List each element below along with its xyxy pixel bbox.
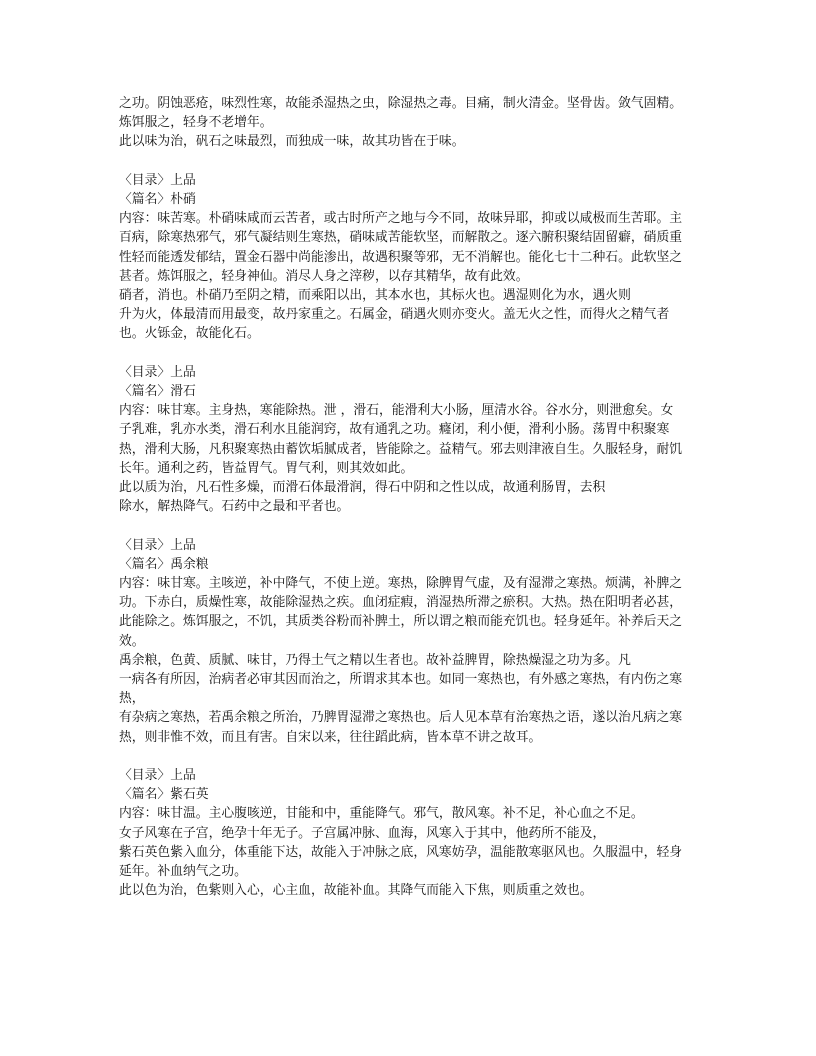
paragraph: 此以味为治，矾石之味最烈，而独成一味，故其功皆在于味。	[119, 134, 465, 150]
paragraph: 紫石英色紫入血分，体重能下达，故能入于冲脉之底，风寒妨孕，温能散寒驱风也。久服温中，轻身延年。补血纳气之功。	[119, 844, 683, 880]
catalog-label: 〈目录〉上品	[119, 537, 196, 553]
chapter-title: 〈篇名〉滑石	[119, 384, 196, 400]
document-page	[119, 94, 685, 900]
paragraph: 内容：味甘寒。主咳逆，补中降气，不使上逆。寒热，除脾胃气虚，及有湿滞之寒热。烦满，补脾之功。下赤白，质燥性寒，故能除湿热之疾。血闭症瘕，消湿热所滞之瘀积。大热。热在阳明者必甚，此能除之。炼饵服之，不饥，其质类谷粉而补脾土，所以谓之粮而能充饥也。轻身延年。补养后天之效。	[119, 576, 683, 649]
section-entry	[119, 363, 685, 517]
section-continuation	[119, 94, 685, 152]
chapter-title: 〈篇名〉朴硝	[119, 192, 196, 207]
catalog-label: 〈目录〉上品	[119, 364, 196, 380]
paragraph: 禹余粮，色黄、质腻、味甘，乃得土气之精以生者也。故补益脾胃，除热燥湿之功为多。凡	[119, 652, 631, 668]
section-gap	[119, 747, 685, 766]
paragraph: 除水，解热降气。石药中之最和平者也。	[119, 499, 350, 515]
paragraph: 此以色为治，色紫则入心，心主血，故能补血。其降气而能入下焦，则质重之效也。	[119, 883, 593, 899]
paragraph: 升为火，体最清而用最变，故丹家重之。石属金，硝遇火则亦变火。盖无火之性，而得火之精气者也。火铄金，故能化石。	[119, 307, 670, 342]
section-gap	[119, 516, 685, 535]
paragraph: 女子风寒在子宫，绝孕十年无子。子宫属冲脉、血海，风寒入于其中，他药所不能及，	[119, 825, 606, 841]
catalog-label: 〈目录〉上品	[119, 172, 196, 188]
paragraph: 此以质为治，凡石性多燥，而滑石体最滑润，得石中阴和之性以成，故通利肠胃，去积	[119, 480, 606, 496]
section-entry	[119, 536, 685, 747]
chapter-title: 〈篇名〉禹余粮	[119, 556, 209, 572]
section-entry	[119, 766, 685, 900]
section-entry	[119, 171, 685, 344]
paragraph: 内容：味苦寒。朴硝味咸而云苦者，或古时所产之地与今不同，故味异耶，抑或以咸极而生苦耶。主百病，除寒热邪气，邪气凝结则生寒热，硝味咸苦能软坚，而解散之。逐六腑积聚结固留癖，硝质重性轻而能透发郁结，置金石器中尚能渗出，故遇积聚等邪，无不消解也。能化七十二种石。此软坚之甚者。炼饵服之，轻身神仙。消尽人身之滓秽，以存其精华，故有此效。	[119, 211, 683, 284]
paragraph: 内容：味甘寒。主身热，寒能除热。泄 ，滑石，能滑利大小肠，厘清水谷。谷水分，则泄愈矣。女子乳难，乳亦水类，滑石利水且能润窍，故有通乳之功。癃闭，利小便，滑利小肠。荡胃中积聚寒热，滑利大肠，凡积聚寒热由蓄饮垢腻成者，皆能除之。益精气。邪去则津液自生。久服轻身，耐饥长年。通利之药，皆益胃气。胃气利，则其效如此。	[119, 403, 683, 476]
paragraph: 之功。阴蚀恶疮，味烈性寒，故能杀湿热之虫，除湿热之毒。目痛，制火清金。坚骨齿。敛气固精。炼饵服之，轻身不老增年。	[119, 96, 683, 131]
paragraph: 有杂病之寒热，若禹余粮之所治，乃脾胃湿滞之寒热也。后人见本草有治寒热之语，遂以治凡病之寒热，则非惟不效，而且有害。自宋以来，往往蹈此病，皆本草不讲之故耳。	[119, 710, 683, 745]
section-gap	[119, 152, 685, 171]
chapter-title: 〈篇名〉紫石英	[119, 787, 209, 803]
paragraph: 一病各有所因，治病者必审其因而治之，所谓求其本也。如同一寒热也，有外感之寒热，有内伤之寒热，	[119, 672, 683, 707]
catalog-label: 〈目录〉上品	[119, 768, 196, 784]
section-gap	[119, 344, 685, 363]
paragraph: 内容：味甘温。主心腹咳逆，甘能和中，重能降气。邪气，散风寒。补不足，补心血之不足。	[119, 806, 644, 822]
paragraph: 硝者，消也。朴硝乃至阴之精，而乘阳以出，其本水也，其标火也。遇湿则化为水，遇火则	[119, 288, 631, 304]
